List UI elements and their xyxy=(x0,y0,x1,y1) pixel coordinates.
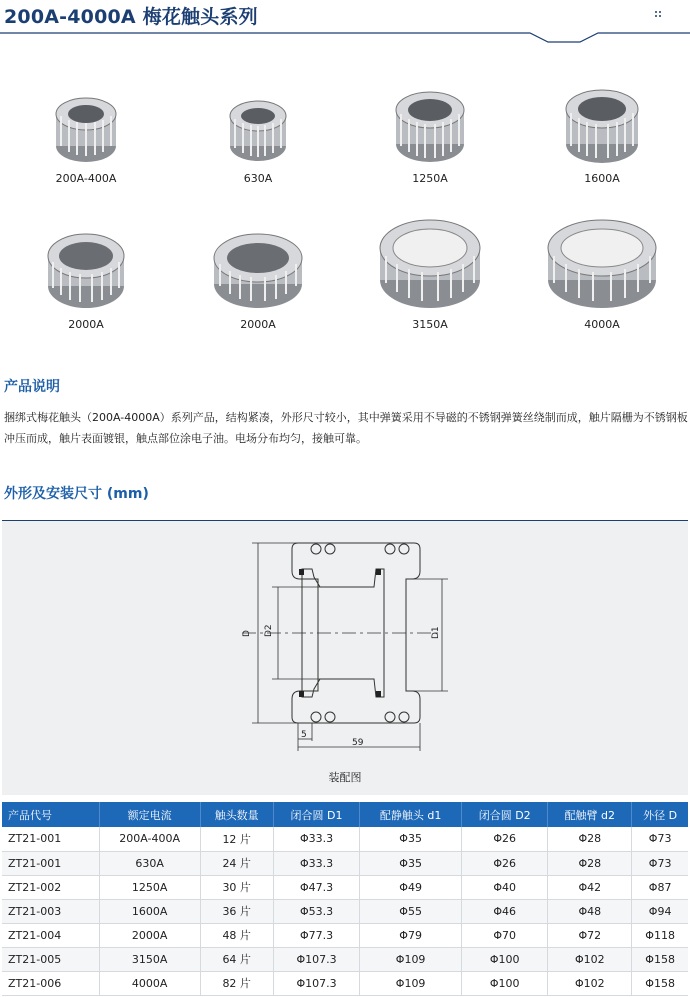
table-cell: Φ109 xyxy=(360,971,462,995)
table-header: 外径 D xyxy=(632,802,688,827)
table-cell: ZT21-003 xyxy=(2,899,99,923)
table-header: 闭合圆 D2 xyxy=(462,802,548,827)
contact-ring-3150a-image xyxy=(375,210,485,314)
table-cell: ZT21-005 xyxy=(2,947,99,971)
table-body xyxy=(2,827,688,995)
table-cell: Φ100 xyxy=(462,947,548,971)
table-cell: 48 片 xyxy=(200,923,273,947)
assembly-drawing xyxy=(2,521,688,766)
product-card xyxy=(172,92,344,185)
decorative-dots-icon xyxy=(654,10,664,20)
table-cell: Φ158 xyxy=(632,971,688,995)
table-cell: Φ73 xyxy=(632,851,688,875)
contact-ring-1600a-image xyxy=(560,82,644,168)
table-row xyxy=(2,851,688,875)
table-header: 触头数量 xyxy=(200,802,273,827)
table-cell: Φ70 xyxy=(462,923,548,947)
table-cell: Φ26 xyxy=(462,851,548,875)
table-cell: 82 片 xyxy=(200,971,273,995)
contact-ring-200a-image xyxy=(51,88,121,168)
spec-table xyxy=(2,802,688,996)
table-cell: Φ53.3 xyxy=(273,899,359,923)
table-cell: Φ28 xyxy=(548,827,632,851)
table-cell: Φ35 xyxy=(360,827,462,851)
contact-ring-1250a-image xyxy=(390,84,470,168)
table-header: 闭合圆 D1 xyxy=(273,802,359,827)
product-label: 1250A xyxy=(412,172,448,185)
diagram-caption: 装配图 xyxy=(328,771,362,784)
table-header: 配静触头 d1 xyxy=(360,802,462,827)
table-cell: 30 片 xyxy=(200,875,273,899)
table-row xyxy=(2,923,688,947)
table-cell: Φ46 xyxy=(462,899,548,923)
table-header: 产品代号 xyxy=(2,802,99,827)
table-cell: Φ42 xyxy=(548,875,632,899)
table-cell: 64 片 xyxy=(200,947,273,971)
table-row xyxy=(2,827,688,851)
table-cell: Φ158 xyxy=(632,947,688,971)
table-header: 配触臂 d2 xyxy=(548,802,632,827)
table-cell: Φ49 xyxy=(360,875,462,899)
table-cell: Φ47.3 xyxy=(273,875,359,899)
product-label: 3150A xyxy=(412,318,448,331)
table-cell: Φ102 xyxy=(548,971,632,995)
product-card xyxy=(172,224,344,331)
table-cell: ZT21-001 xyxy=(2,827,99,851)
table-cell: Φ28 xyxy=(548,851,632,875)
table-cell: 3150A xyxy=(99,947,200,971)
table-cell: Φ87 xyxy=(632,875,688,899)
table-cell: Φ73 xyxy=(632,827,688,851)
table-cell: Φ26 xyxy=(462,827,548,851)
dim-label-d2: D2 xyxy=(264,624,274,637)
contact-ring-4000a-image xyxy=(544,210,660,314)
dim-label-59: 59 xyxy=(352,738,364,748)
product-card xyxy=(0,224,172,331)
table-cell: Φ72 xyxy=(548,923,632,947)
table-cell: Φ40 xyxy=(462,875,548,899)
contact-ring-2000a-alt-image xyxy=(210,224,306,314)
product-label: 1600A xyxy=(584,172,620,185)
table-row xyxy=(2,971,688,995)
table-cell: ZT21-002 xyxy=(2,875,99,899)
product-card xyxy=(516,82,688,185)
table-cell: Φ79 xyxy=(360,923,462,947)
table-row xyxy=(2,947,688,971)
dim-label-d1: D1 xyxy=(431,626,441,639)
product-label: 200A-400A xyxy=(55,172,117,185)
table-cell: 1250A xyxy=(99,875,200,899)
product-card xyxy=(344,84,516,185)
table-header-row xyxy=(2,802,688,827)
table-cell: Φ48 xyxy=(548,899,632,923)
description-title: 产品说明 xyxy=(4,379,60,395)
table-cell: ZT21-001 xyxy=(2,851,99,875)
table-cell: 12 片 xyxy=(200,827,273,851)
table-cell: Φ33.3 xyxy=(273,827,359,851)
table-cell: 200A-400A xyxy=(99,827,200,851)
table-cell: 4000A xyxy=(99,971,200,995)
product-card xyxy=(516,210,688,331)
table-header: 额定电流 xyxy=(99,802,200,827)
product-label: 2000A xyxy=(68,318,104,331)
table-cell: Φ55 xyxy=(360,899,462,923)
description-text: 捆绑式梅花触头（200A-4000A）系列产品，结构紧凑，外形尺寸较小，其中弹簧采用不导磁的不锈钢弹簧丝绕制而成，触片隔栅为不锈钢板冲压而成，触片表面镀银，触点部位涂电子油。电场分布均匀，接触可靠。 xyxy=(4,411,688,445)
product-label: 4000A xyxy=(584,318,620,331)
table-cell: Φ109 xyxy=(360,947,462,971)
dimensions-title: 外形及安装尺寸 (mm) xyxy=(4,486,149,502)
dim-label-d: D xyxy=(242,630,252,637)
product-label: 630A xyxy=(243,172,273,185)
table-cell: 1600A xyxy=(99,899,200,923)
product-gallery xyxy=(0,60,690,350)
table-cell: Φ107.3 xyxy=(273,947,359,971)
assembly-diagram xyxy=(2,520,688,795)
table-cell: Φ94 xyxy=(632,899,688,923)
table-cell: Φ107.3 xyxy=(273,971,359,995)
table-cell: ZT21-006 xyxy=(2,971,99,995)
table-cell: 630A xyxy=(99,851,200,875)
table-cell: Φ77.3 xyxy=(273,923,359,947)
table-row xyxy=(2,875,688,899)
table-cell: Φ100 xyxy=(462,971,548,995)
page-title: 200A-4000A 梅花触头系列 xyxy=(4,6,258,28)
table-cell: Φ33.3 xyxy=(273,851,359,875)
product-card xyxy=(344,210,516,331)
table-row xyxy=(2,899,688,923)
product-label: 2000A xyxy=(240,318,276,331)
contact-ring-2000a-image xyxy=(44,224,128,314)
product-card xyxy=(0,88,172,185)
table-cell: 24 片 xyxy=(200,851,273,875)
header-banner xyxy=(0,0,690,44)
dim-label-5: 5 xyxy=(301,730,307,740)
table-cell: Φ35 xyxy=(360,851,462,875)
table-cell: 36 片 xyxy=(200,899,273,923)
table-cell: Φ102 xyxy=(548,947,632,971)
table-cell: ZT21-004 xyxy=(2,923,99,947)
table-cell: 2000A xyxy=(99,923,200,947)
contact-ring-630a-image xyxy=(223,92,293,168)
table-cell: Φ118 xyxy=(632,923,688,947)
